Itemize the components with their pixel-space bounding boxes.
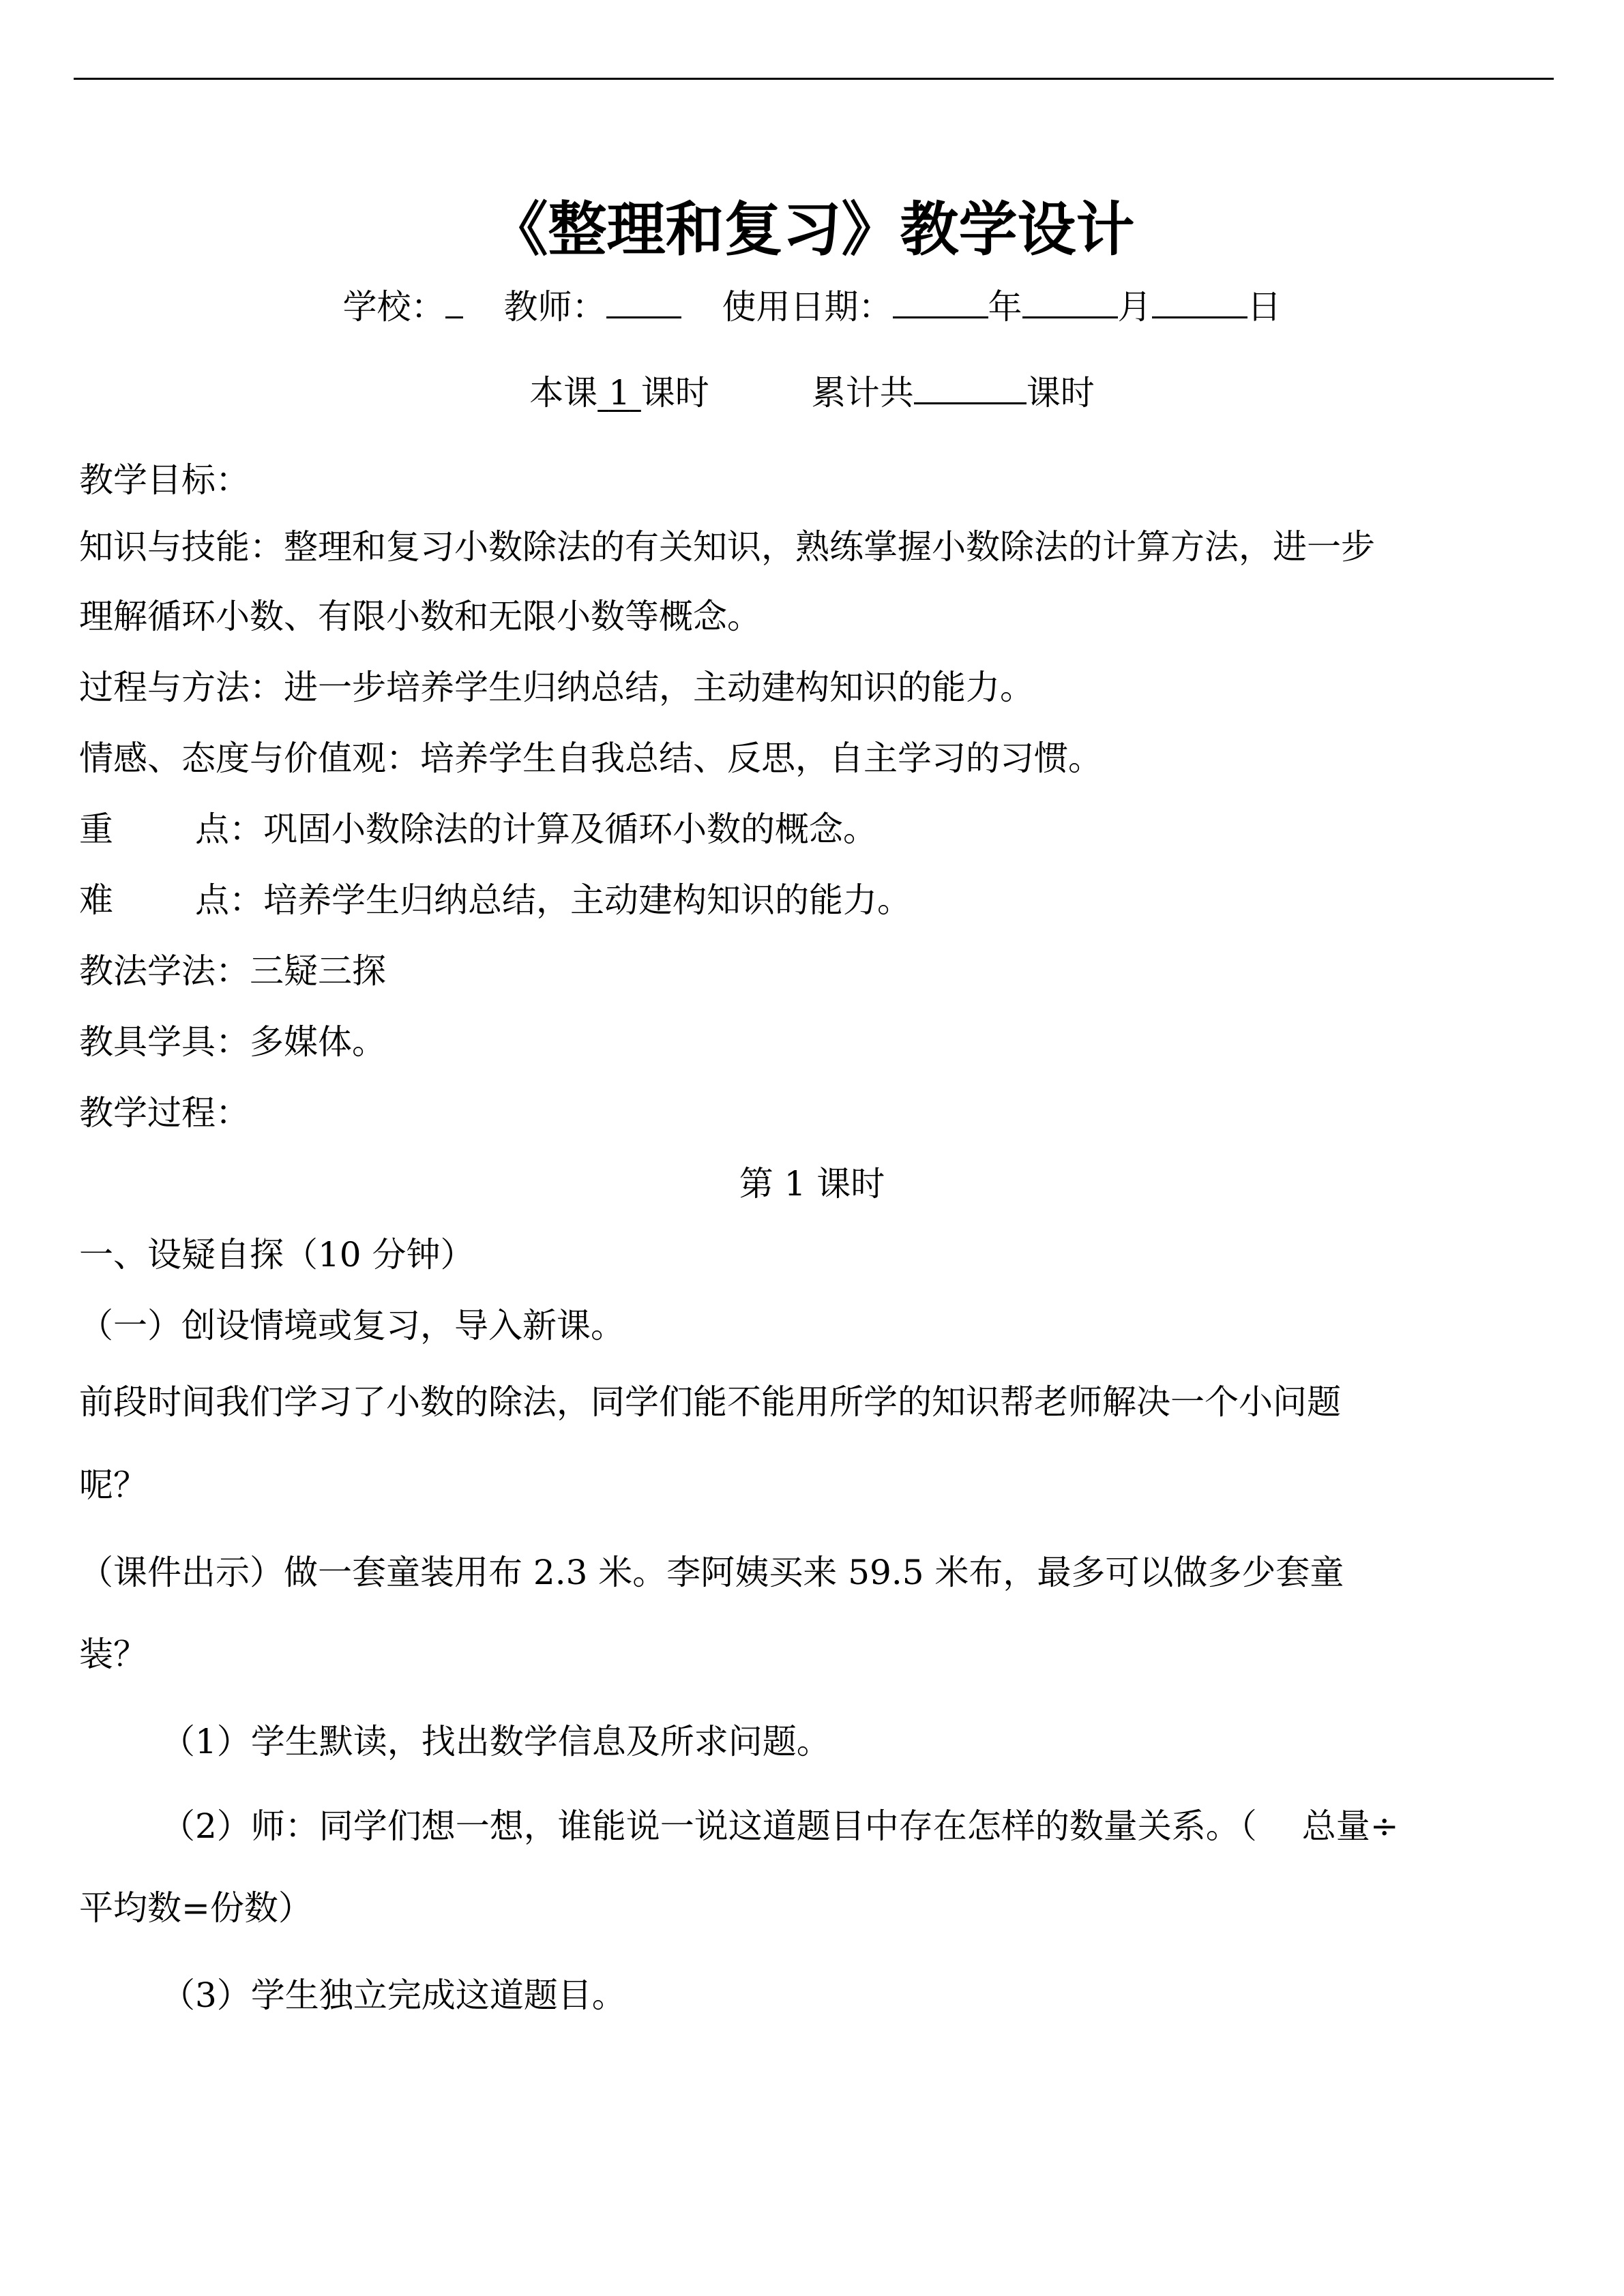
lesson-this-value: 1 [608, 373, 630, 413]
lesson-this-suffix: 课时 [640, 373, 709, 413]
process-heading: 教学过程： [79, 1093, 250, 1133]
problem-line-2: 装？ [79, 1635, 147, 1674]
subsection-1-heading: （一）创设情境或复习，导入新课。 [79, 1306, 625, 1345]
step-2-line-1: （2）师：同学们想一想，谁能说一说这道题目中存在怎样的数量关系。（ 总量÷ [161, 1806, 1399, 1846]
intro-line-1: 前段时间我们学习了小数的除法，同学们能不能用所学的知识帮老师解决一个小问题 [79, 1382, 1341, 1422]
lesson-total-prefix: 累计共 [811, 373, 914, 413]
year-label: 年 [988, 287, 1022, 327]
step-3: （3）学生独立完成这道题目。 [161, 1976, 626, 2015]
hard-label-a: 难 [79, 880, 113, 920]
date-label: 使用日期： [722, 287, 893, 327]
teacher-label: 教师： [503, 287, 606, 327]
lesson-line [0, 371, 1624, 415]
lesson-total-suffix: 课时 [1026, 373, 1095, 413]
day-label: 日 [1247, 287, 1282, 327]
key-label-b: 点： [195, 809, 263, 849]
section-1-heading: 一、设疑自探（10 分钟） [79, 1235, 475, 1274]
header-rule [74, 78, 1554, 80]
month-label: 月 [1117, 287, 1152, 327]
day-blank [1152, 285, 1247, 318]
lesson-total-blank [914, 371, 1027, 404]
month-blank [1022, 285, 1118, 318]
key-point [79, 807, 877, 851]
document-title: 《整理和复习》教学设计 [489, 196, 1135, 264]
meta-line [0, 285, 1624, 329]
key-text: 巩固小数除法的计算及循环小数的概念。 [263, 809, 877, 849]
process-goal: 过程与方法：进一步培养学生归纳总结，主动建构知识的能力。 [79, 668, 1034, 707]
school-label: 学校： [342, 287, 445, 327]
year-blank [893, 285, 988, 318]
intro-line-2: 呢？ [79, 1465, 147, 1505]
teacher-blank [606, 285, 681, 318]
tools-line: 教具学具：多媒体。 [79, 1022, 386, 1062]
method-line: 教法学法：三疑三探 [79, 951, 386, 991]
emotion-goal: 情感、态度与价值观：培养学生自我总结、反思，自主学习的习惯。 [79, 739, 1102, 778]
knowledge-line-2: 理解循环小数、有限小数和无限小数等概念。 [79, 597, 761, 636]
key-label-a: 重 [79, 809, 113, 849]
hard-label-b: 点： [195, 880, 263, 920]
goals-heading: 教学目标： [79, 460, 250, 500]
step-2-line-2: 平均数=份数） [79, 1888, 312, 1928]
school-blank [445, 285, 463, 318]
lesson-this-prefix: 本课 [529, 373, 598, 413]
period-heading: 第 1 课时 [739, 1164, 885, 1204]
problem-line-1: （课件出示）做一套童装用布 2.3 米。李阿姨买来 59.5 米布，最多可以做多少套童 [79, 1553, 1344, 1592]
knowledge-line-1: 知识与技能：整理和复习小数除法的有关知识，熟练掌握小数除法的计算方法，进一步 [79, 527, 1375, 567]
hard-text: 培养学生归纳总结，主动建构知识的能力。 [263, 880, 911, 920]
step-1: （1）学生默读，找出数学信息及所求问题。 [161, 1722, 831, 1761]
hard-point [79, 878, 911, 922]
